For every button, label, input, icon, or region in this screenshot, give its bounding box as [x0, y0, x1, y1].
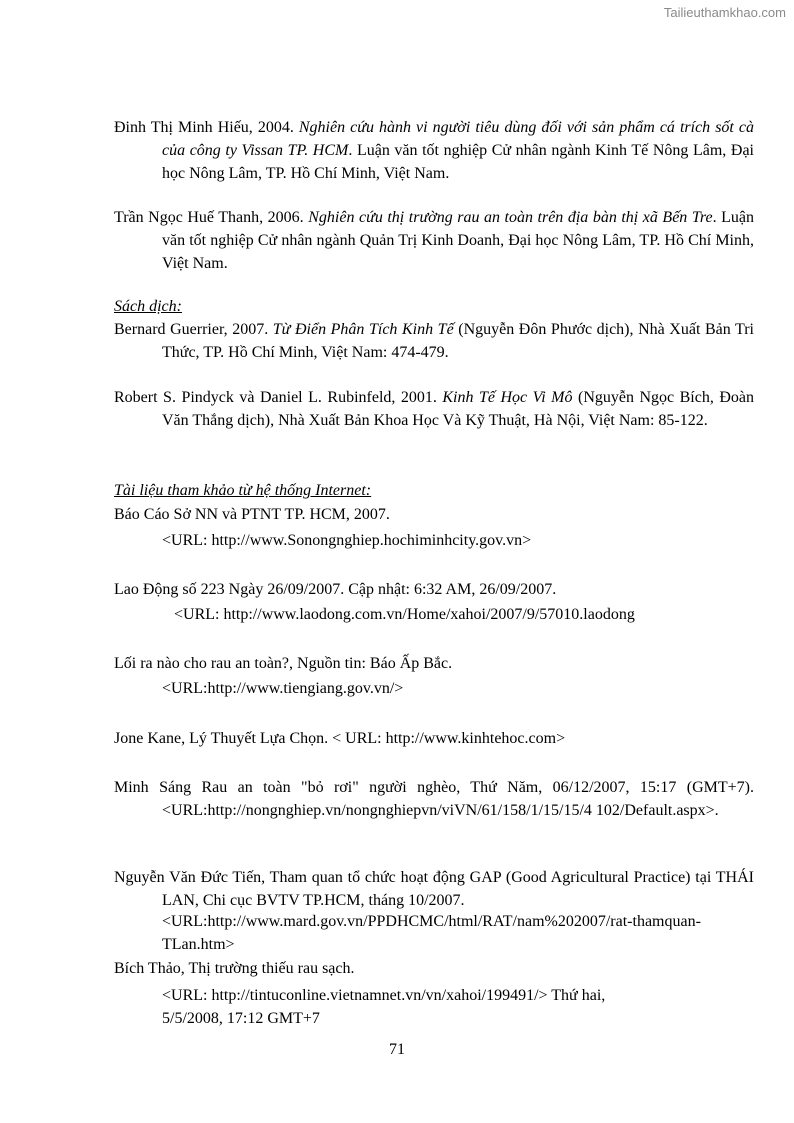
reference-minh-sang: Minh Sáng Rau an toàn "bỏ rơi" người nghèo, Thứ Năm, 06/12/2007, 15:17 (GMT+7).<URL:http://nongnghiep.vn/nongnghiepvn/viVN/61/158/1/15/15/4 102/Default.aspx>.: [114, 779, 754, 819]
reference-tien-url[interactable]: <URL:http://www.mard.gov.vn/PPDHCMC/html/RAT/nam%202007/rat-thamquan-TLan.htm>: [162, 913, 701, 953]
reference-laodong-url[interactable]: <URL: http://www.laodong.com.vn/Home/xahoi/2007/9/57010.laodong: [174, 606, 635, 623]
reference-details: . Luận văn tốt nghiệp Cử nhân ngành Kinh Tế Nông Lâm, Đại học Nông Lâm, TP. Hồ Chí Minh, Việt Nam.: [162, 142, 754, 182]
page-number: 71: [389, 1041, 405, 1058]
reference-thao-url[interactable]: <URL: http://tintuconline.vietnamnet.vn/vn/xahoi/199491/> Thứ hai, 5/5/2008, 17:12 GMT+7: [162, 987, 606, 1027]
reference-details: (Nguyễn Ngọc Bích, Đoàn Văn Thắng dịch), Nhà Xuất Bản Khoa Học Và Kỹ Thuật, Hà Nội, Việt Nam: 85-122.: [162, 389, 754, 429]
reference-author: Bernard Guerrier, 2007.: [114, 321, 273, 338]
reference-jone-kane: Jone Kane, Lý Thuyết Lựa Chọn. < URL: http://www.kinhtehoc.com>: [114, 730, 566, 747]
reference-title: Nghiên cứu thị trường rau an toàn trên địa bàn thị xã Bến Tre: [308, 209, 713, 226]
reference-sonn-title: Báo Cáo Sở NN và PTNT TP. HCM, 2007.: [114, 506, 390, 523]
reference-thanh: [114, 206, 754, 275]
reference-laodong-title: Lao Động số 223 Ngày 26/09/2007. Cập nhật: 6:32 AM, 26/09/2007.: [114, 581, 557, 598]
translated-books-heading: Sách dịch:: [114, 298, 182, 315]
reference-author: Đinh Thị Minh Hiếu, 2004.: [114, 119, 299, 136]
reference-author: Robert S. Pindyck và Daniel L. Rubinfeld, 2001.: [114, 389, 443, 406]
reference-details: . Luận văn tốt nghiệp Cử nhân ngành Quản Trị Kinh Doanh, Đại học Nông Lâm, TP. Hồ Chí Minh, Việt Nam.: [162, 209, 755, 272]
reference-tiengiang-url[interactable]: <URL:http://www.tiengiang.gov.vn/>: [162, 680, 404, 697]
watermark: Tailieuthamkhao.com: [663, 5, 786, 20]
reference-sonn-url[interactable]: <URL: http://www.Sonongnghiep.hochiminhcity.gov.vn>: [162, 532, 532, 549]
reference-tiengiang-title: Lối ra nào cho rau an toàn?, Nguồn tin: Báo Ấp Bắc.: [114, 655, 453, 672]
reference-guerrier: [114, 318, 754, 364]
reference-title: Từ Điển Phân Tích Kinh Tế: [272, 321, 454, 338]
reference-tien-title: Nguyễn Văn Đức Tiến, Tham quan tổ chức hoạt động GAP (Good Agricultural Practice) tại THÁI LAN, Chi cục BVTV TP.HCM, tháng 10/2007.: [114, 869, 754, 909]
internet-references-heading: Tài liệu tham khảo từ hệ thống Internet:: [114, 482, 372, 499]
reference-hieu: [114, 116, 754, 185]
reference-thao-title: Bích Thảo, Thị trường thiếu rau sạch.: [114, 960, 355, 977]
reference-author: Trần Ngọc Huế Thanh, 2006.: [114, 209, 309, 226]
reference-pindyck: [114, 386, 754, 432]
reference-title: Nghiên cứu hành vi người tiêu dùng đối với sản phẩm cá trích sốt cà của công ty Vissan TP. HCM: [162, 119, 754, 159]
reference-title: Kinh Tế Học Vi Mô: [442, 389, 573, 406]
reference-details: (Nguyễn Đôn Phước dịch), Nhà Xuất Bản Tri Thức, TP. Hồ Chí Minh, Việt Nam: 474-479.: [162, 321, 754, 361]
